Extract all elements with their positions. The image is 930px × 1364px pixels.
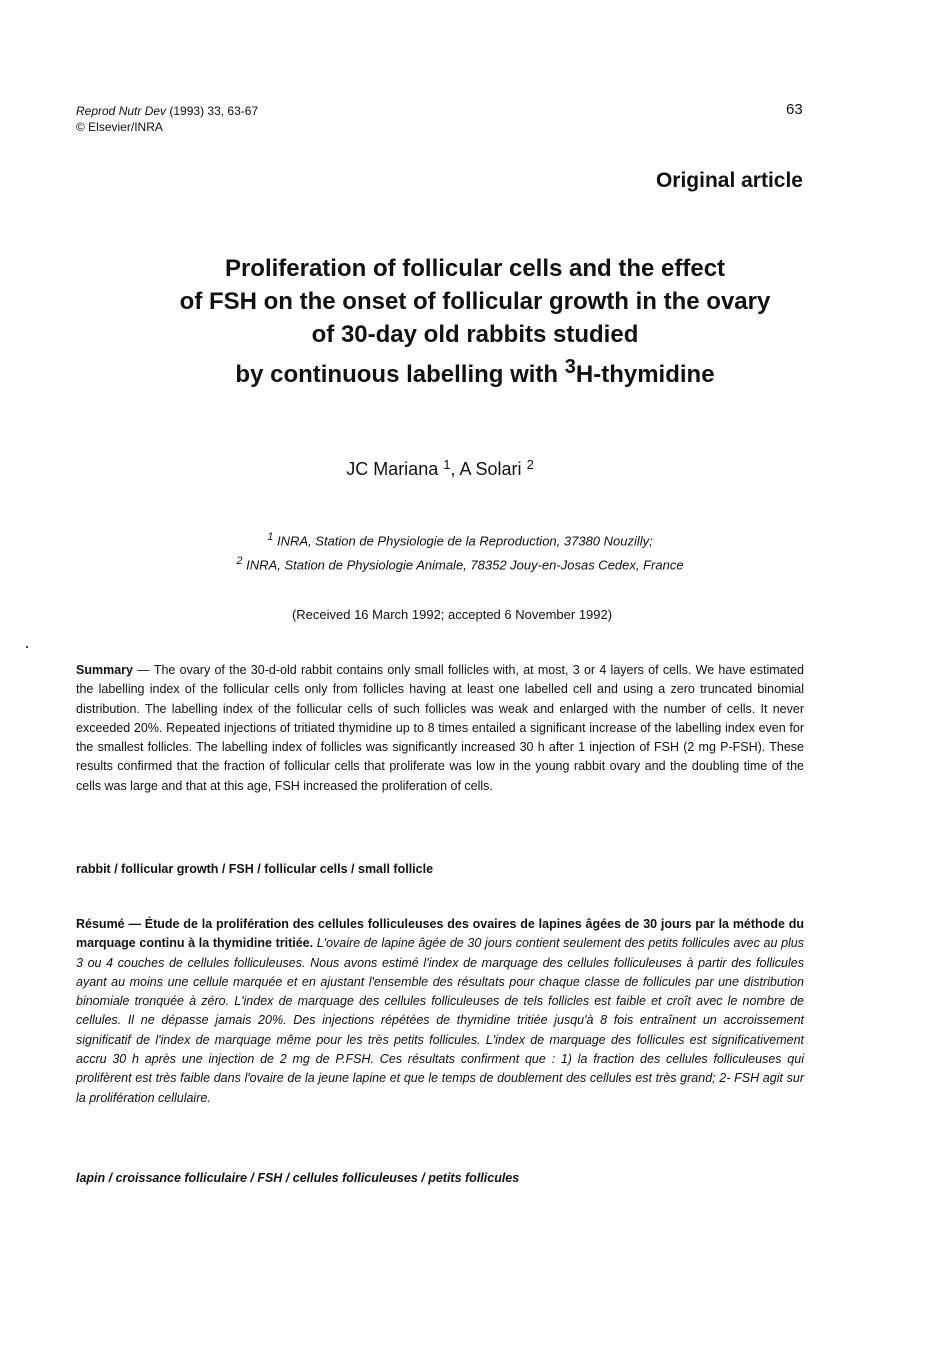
- resume-paragraph: [76, 915, 804, 1108]
- affiliation-line: [0, 551, 920, 575]
- summary-paragraph: [76, 661, 804, 796]
- journal-reference: [76, 103, 258, 119]
- article-title: [70, 252, 880, 391]
- author-name: JC Mariana: [346, 459, 439, 479]
- journal-name: Reprod Nutr Dev: [76, 104, 167, 118]
- affiliation-list: [0, 527, 920, 576]
- title-line-4-start: by continuous labelling with: [235, 361, 565, 388]
- article-type: Original article: [655, 169, 803, 192]
- title-line-4: [70, 351, 880, 391]
- author-affiliation-mark: 2: [526, 457, 534, 472]
- resume-text: L'ovaire de lapine âgée de 30 jours contient seulement des petits follicules avec au plus 3 ou 4 couches de cellules folliculeuses. Nous avons estimé l'index de marquage des cellules folliculeuses à partir des follicules ayant au moins une cellule marquée et en ajustant l'ensemble des résultats pour chaque classe de follicules par une distribution binomiale tronquée à zéro. L'index de marquage des cellules folliculeuses de tels follicles est faible et croît avec le nombre de cellules. Il ne dépasse jamais 20%. Des injections répétées de thymidine tritiée jusqu'à 8 fois entraînent un accroissement significatif de l'index de marquage même pour les très petits follicules. L'index de marquage des follicules est significativement accru 30 h après une injection de 2 mg de P.FSH. Ces résultats confirment que : 1) la fraction des cellules folliculeuses qui prolifèrent est très faible dans l'ovaire de la jeune lapine et que le temps de doublement des cellules est très grand; 2- FSH agit sur la prolifération cellulaire.: [76, 936, 804, 1105]
- affiliation-mark: 1: [267, 531, 274, 543]
- author-name: A Solari: [459, 459, 522, 479]
- journal-citation: (1993) 33, 63-67: [169, 104, 259, 118]
- title-line-1: Proliferation of follicular cells and the effect: [224, 255, 726, 282]
- copyright-line: © Elsevier/INRA: [76, 120, 163, 134]
- summary-label: Summary: [76, 663, 133, 677]
- affiliation-text: INRA, Station de Physiologie de la Reproduction, 37380 Nouzilly;: [276, 533, 653, 549]
- page-number: 63: [786, 101, 803, 118]
- affiliation-line: [0, 527, 920, 551]
- summary-dash: —: [132, 663, 154, 677]
- keywords-english: rabbit / follicular growth / FSH / follicular cells / small follicle: [76, 862, 434, 876]
- scan-speck: [26, 646, 28, 648]
- title-isotope-superscript: 3: [564, 356, 576, 378]
- title-line-4-end: H-thymidine: [575, 361, 715, 388]
- title-line-2: of FSH on the onset of follicular growth in the ovary: [179, 288, 771, 315]
- summary-text: The ovary of the 30-d-old rabbit contains only small follicles with, at most, 3 or 4 layers of cells. We have estimated the labelling index of the follicular cells only from follicles having at least one labelled cell and using a zero truncated binomial distribution. The labelling index of the follicular cells of such follicles was weak and enlarged with the number of cells. It never exceeded 20%. Repeated injections of tritiated thymidine up to 8 times entailed a significant increase of the labelling index even for the smallest follicles. The labelling index of follicles was significantly increased 30 h after 1 injection of FSH (2 mg P-FSH). These results confirmed that the fraction of follicular cells that proliferate was low in the young rabbit ovary and the doubling time of the cells was large and that at this age, FSH increased the proliferation of cells.: [76, 663, 804, 793]
- keywords-french: lapin / croissance folliculaire / FSH / cellules folliculeuses / petits follicules: [76, 1171, 520, 1185]
- affiliation-mark: 2: [236, 555, 243, 568]
- author-list: [0, 453, 880, 481]
- affiliation-text: INRA, Station de Physiologie Animale, 78352 Jouy-en-Josas Cedex, France: [246, 557, 684, 573]
- resume-heading: Résumé — Étude de la prolifération des cellules folliculeuses des ovaires de lapines âgées de 30 jours par la méthode du marquage continu à la thymidine tritiée.: [76, 917, 804, 951]
- received-dates: (Received 16 March 1992; accepted 6 November 1992): [291, 607, 613, 622]
- author-affiliation-mark: 1: [443, 457, 451, 472]
- author-separator: ,: [450, 459, 456, 479]
- title-line-3: of 30-day old rabbits studied: [311, 321, 639, 348]
